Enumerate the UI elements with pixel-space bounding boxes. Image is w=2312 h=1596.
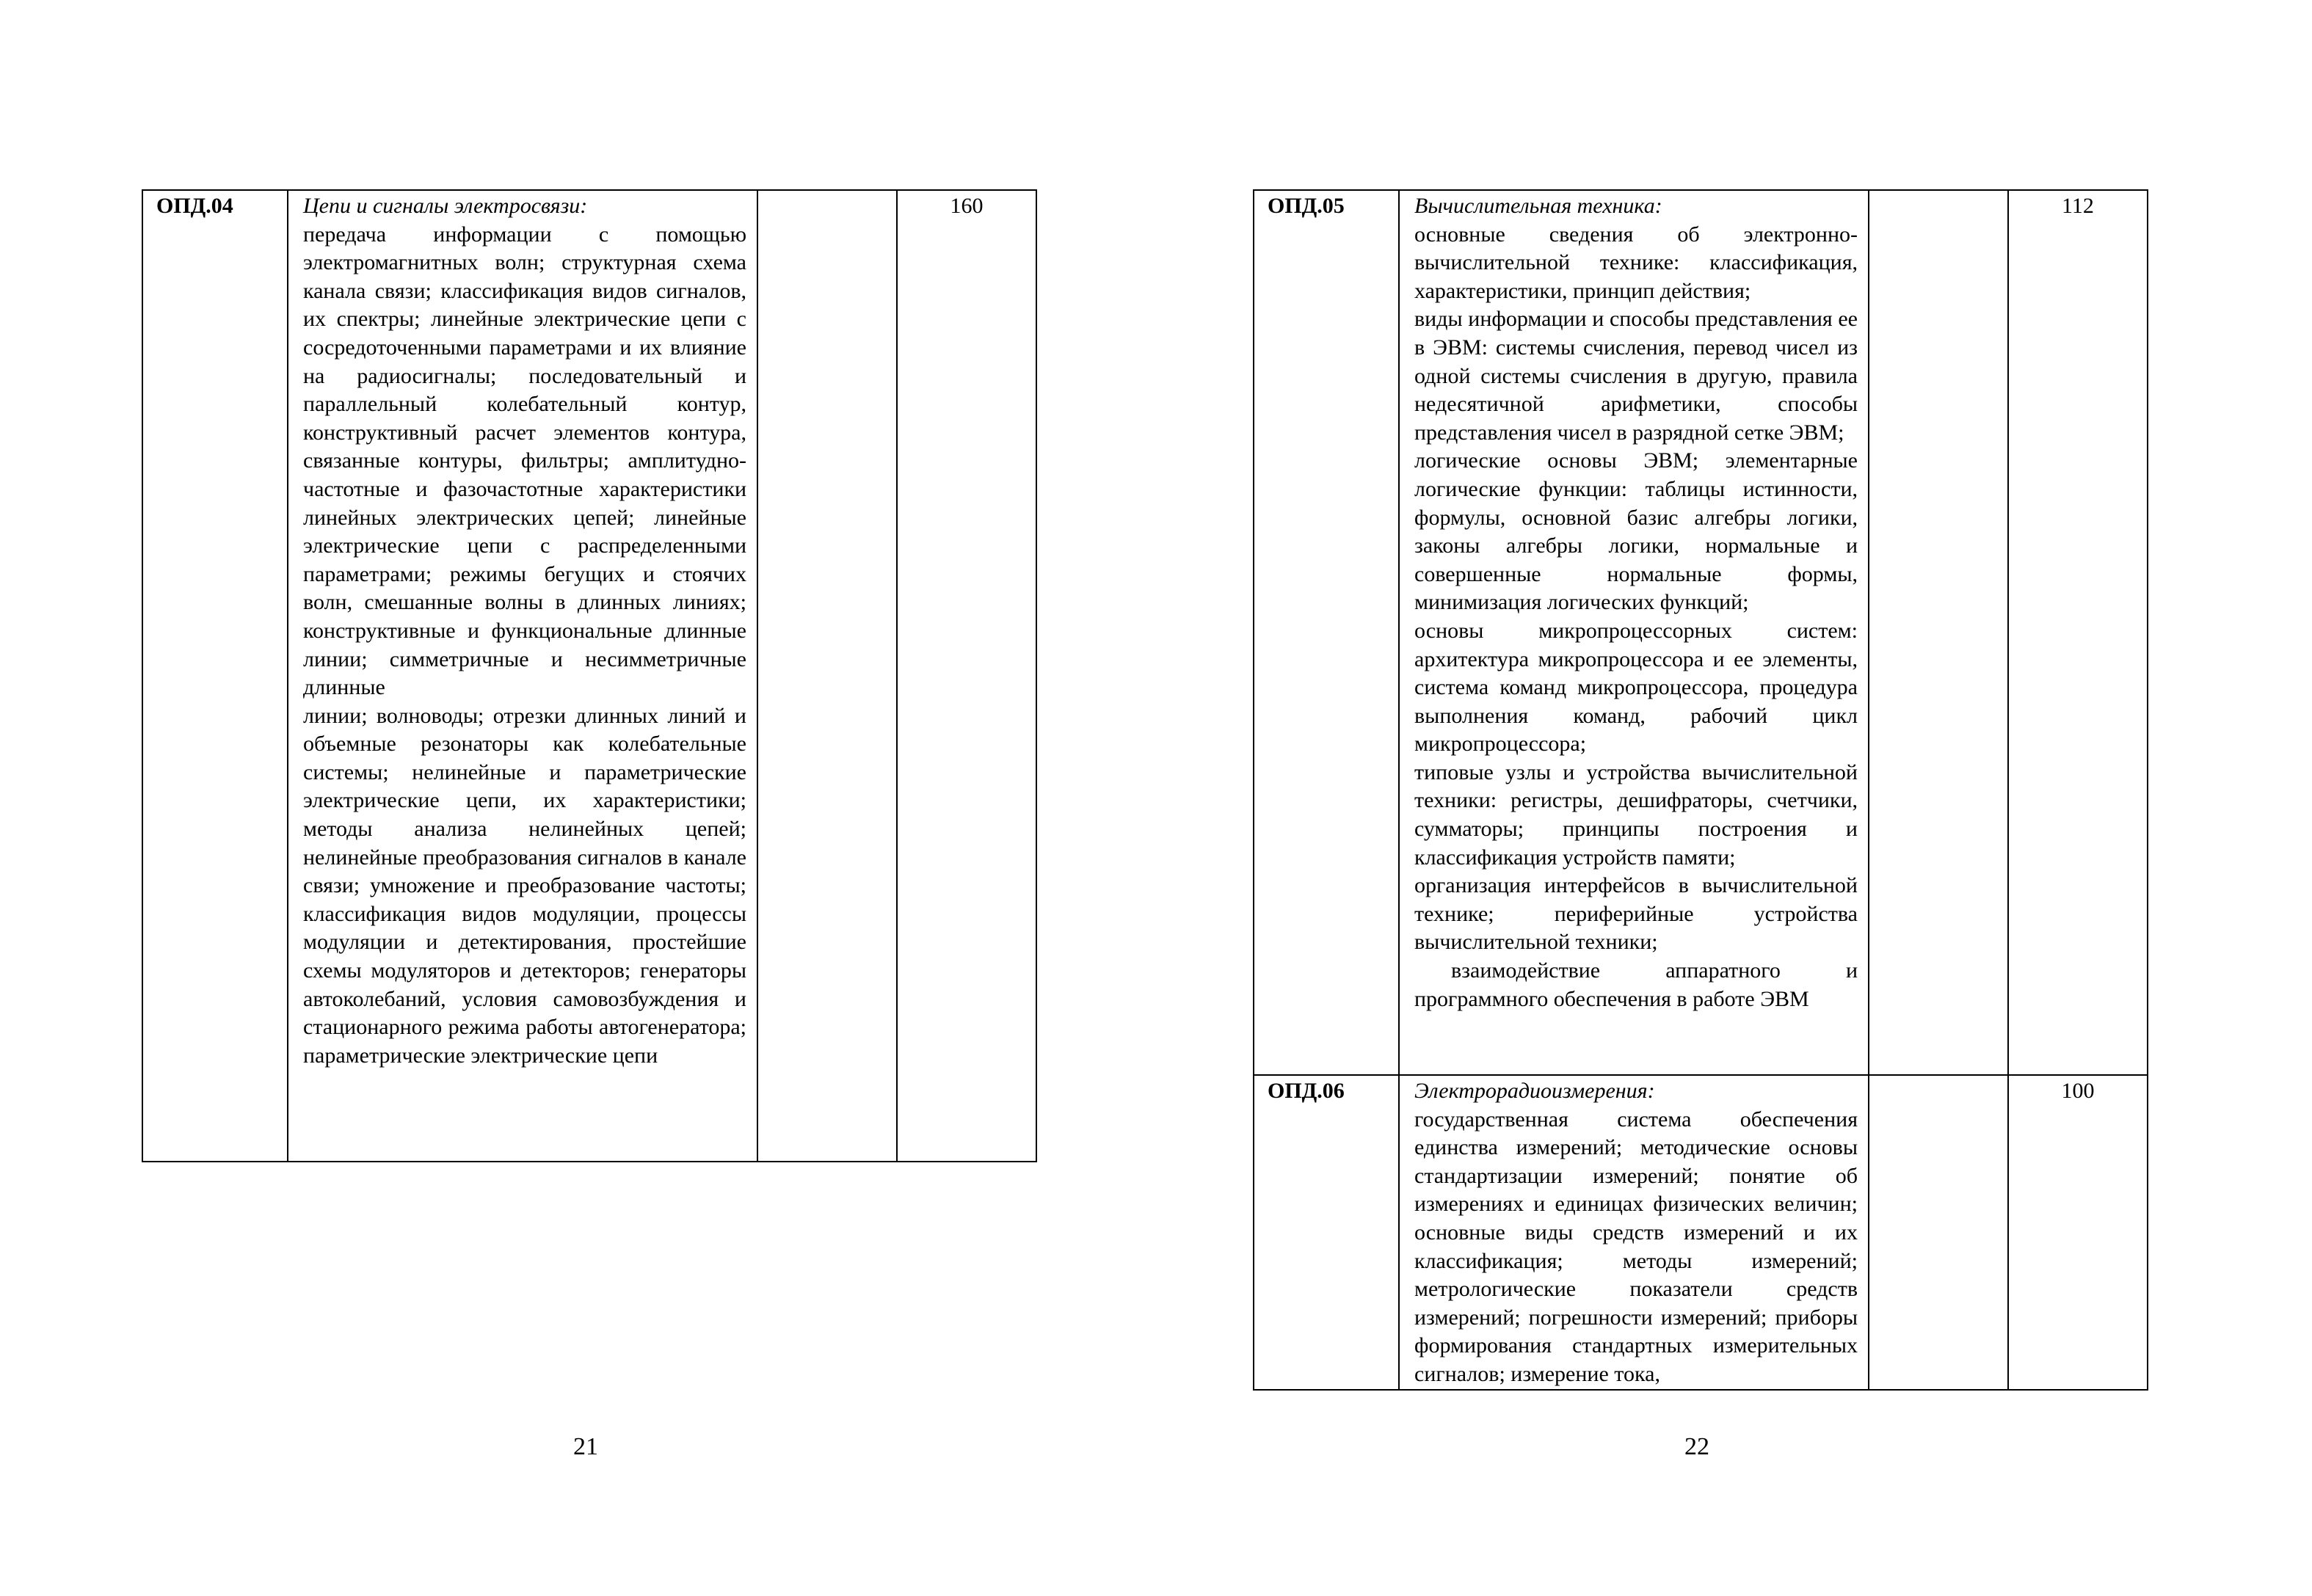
hours-value: 100: [2008, 1075, 2148, 1390]
hours-value: 112: [2008, 190, 2148, 1075]
discipline-title: Цепи и сигналы электросвязи:: [303, 194, 588, 218]
table-row: [1254, 190, 2280, 1075]
description-paragraph: государственная система обеспечения единства измерений; методические основы стандартизации измерений; понятие об измерениях и единицах физических величин; основные виды средств измерений и их классификация; методы измерений; метрологические показатели средств измерений; погрешности измерений; приборы формирования стандартных измерительных сигналов; измерение тока,: [1414, 1107, 1858, 1386]
description-paragraph: типовые узлы и устройства вычислительной техники: регистры, дешифраторы, счетчики, сумматоры; принципы построения и классификация устройств памяти;: [1414, 759, 1858, 870]
empty-cell: [1869, 1075, 2008, 1390]
empty-cell: [1869, 190, 2008, 1075]
left-page-table: [142, 189, 1168, 1162]
description-paragraph: взаимодействие аппаратного и программного обеспечения в работе ЭВМ: [1414, 958, 1858, 1011]
discipline-description: [1399, 1075, 1869, 1390]
right-page-table: [1253, 189, 2280, 1391]
discipline-title: Электрорадиоизмерения:: [1414, 1079, 1655, 1103]
discipline-title: Вычислительная техника:: [1414, 194, 1662, 218]
discipline-code: ОПД.04: [142, 190, 288, 1162]
description-paragraph: логические основы ЭВМ; элементарные логические функции: таблицы истинности, формулы, основной базис алгебры логики, законы алгебры логики, нормальные и совершенные нормальные формы, минимизация логических функций;: [1414, 448, 1858, 615]
discipline-description: [1399, 190, 1869, 1075]
description-paragraph: основные сведения об электронно-вычислительной технике: классификация, характеристики, принцип действия;: [1414, 222, 1858, 303]
description-paragraph: передача информации с помощью электромагнитных волн; структурная схема канала связи; классификация видов сигналов, их спектры; линейные электрические цепи с сосредоточенными параметрами и их влияние на радиосигналы; последовательный и параллельный колебательный контур, конструктивный расчет элементов контура, связанные контуры, фильтры; амплитудно-частотные и фазочастотные характеристики линейных электрических цепей; линейные электрические цепи с распределенными параметрами; режимы бегущих и стоячих волн, смешанные волны в длинных линиях; конструктивные и функциональные длинные линии; симметричные и несимметричные длинные: [303, 222, 746, 700]
description-paragraph: линии; волноводы; отрезки длинных линий и объемные резонаторы как колебательные системы; нелинейные и параметрические электрические цепи, их характеристики; методы анализа нелинейных цепей; нелинейные преобразования сигналов в канале связи; умножение и преобразование частоты; классификация видов модуляции, процессы модуляции и детектирования, простейшие схемы модуляторов и детекторов; генераторы автоколебаний, условия самовозбуждения и стационарного режима работы автогенератора; параметрические электрические цепи: [303, 703, 746, 1068]
empty-cell: [757, 190, 897, 1162]
description-paragraph: виды информации и способы представления ее в ЭВМ: системы счисления, перевод чисел из одной системы счисления в другую, правила недесятичной арифметики, способы представления чисел в разрядной сетке ЭВМ;: [1414, 307, 1858, 445]
page-number: 21: [573, 1433, 598, 1460]
discipline-description: [288, 190, 757, 1162]
description-paragraph: основы микропроцессорных систем: архитектура микропроцессора и ее элементы, система команд микропроцессора, процедура выполнения команд, рабочий цикл микропроцессора;: [1414, 618, 1858, 757]
table-row: [1254, 1075, 2280, 1390]
discipline-code: ОПД.05: [1254, 190, 1399, 1075]
discipline-code: ОПД.06: [1254, 1075, 1399, 1390]
hours-value: 160: [897, 190, 1036, 1162]
table-row: [142, 190, 1168, 1162]
description-paragraph: организация интерфейсов в вычислительной технике; периферийные устройства вычислительной техники;: [1414, 873, 1858, 955]
page-number: 22: [1684, 1433, 1709, 1460]
